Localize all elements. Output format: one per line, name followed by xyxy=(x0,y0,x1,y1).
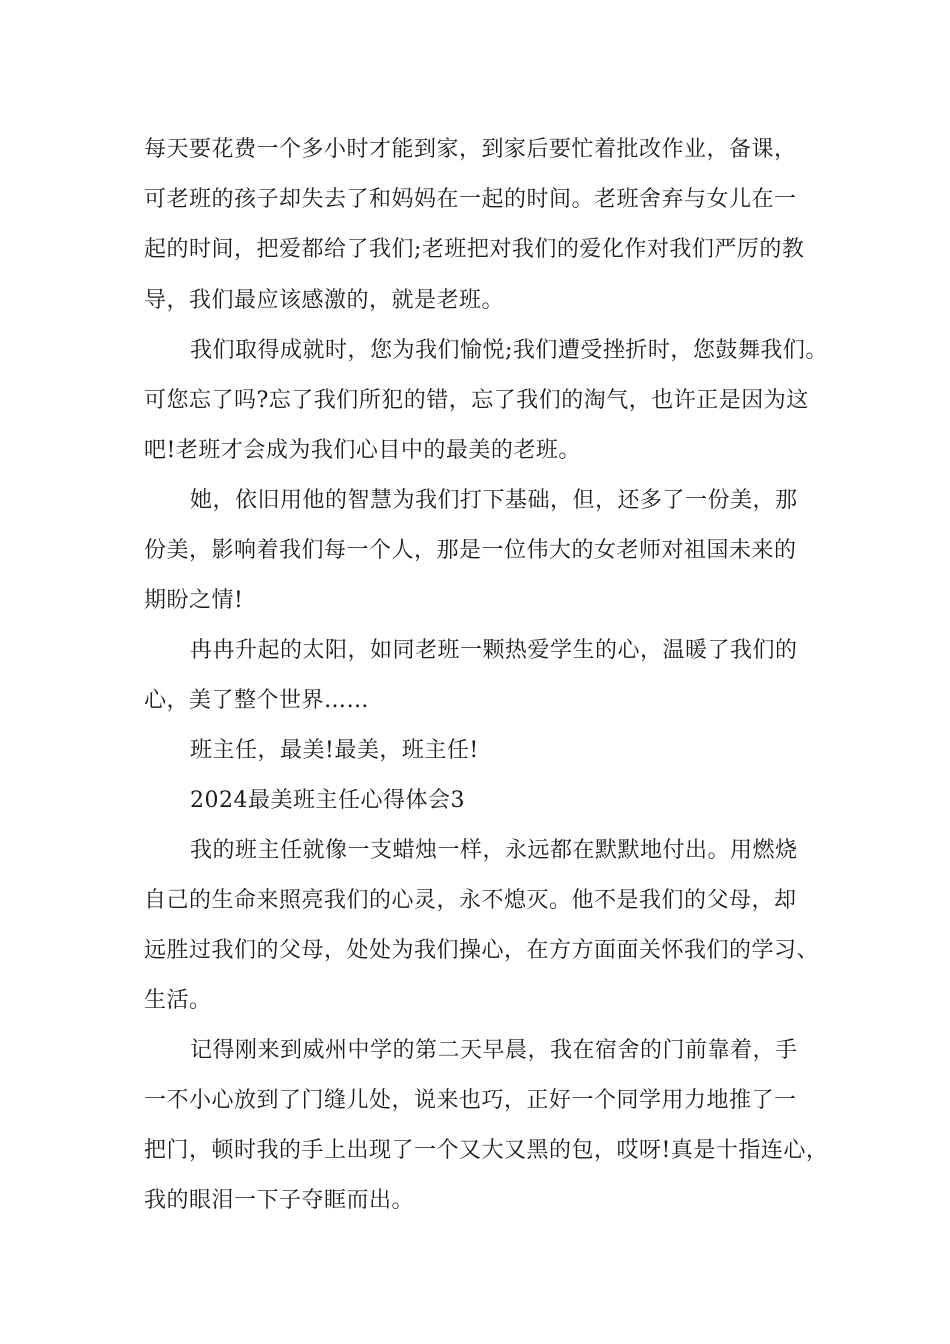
paragraph-line: 每天要花费一个多小时才能到家，到家后要忙着批改作业，备课， xyxy=(144,137,797,162)
paragraph-line: 可您忘了吗?忘了我们所犯的错，忘了我们的淘气，也许正是因为这 xyxy=(144,388,809,413)
paragraph-line: 记得刚来到威州中学的第二天早晨，我在宿舍的门前靠着，手 xyxy=(190,1038,798,1063)
paragraph-line: 她，依旧用他的智慧为我们打下基础，但，还多了一份美，那 xyxy=(190,488,798,513)
paragraph-line: 自己的生命来照亮我们的心灵，永不熄灭。他不是我们的父母，却 xyxy=(144,888,797,913)
paragraph-line: 我的班主任就像一支蜡烛一样，永远都在默默地付出。用燃烧 xyxy=(190,838,798,863)
paragraph-line: 我们取得成就时，您为我们愉悦;我们遭受挫折时，您鼓舞我们。 xyxy=(190,338,828,363)
paragraph-line: 起的时间，把爱都给了我们;老班把对我们的爱化作对我们严厉的教 xyxy=(144,237,805,262)
paragraph-line: 把门，顿时我的手上出现了一个又大又黑的包，哎呀!真是十指连心， xyxy=(144,1138,829,1163)
paragraph-line: 可老班的孩子却失去了和妈妈在一起的时间。老班舍弃与女儿在一 xyxy=(144,187,797,212)
paragraph-line: 一不小心放到了门缝儿处，说来也巧，正好一个同学用力地推了一 xyxy=(144,1088,797,1113)
paragraph-line: 生活。 xyxy=(144,988,212,1013)
paragraph-line: 心，美了整个世界…… xyxy=(144,688,370,713)
paragraph-line: 份美，影响着我们每一个人，那是一位伟大的女老师对祖国未来的 xyxy=(144,538,797,563)
section-heading: 2024最美班主任心得体会3 xyxy=(190,788,465,813)
paragraph-line: 吧!老班才会成为我们心目中的最美的老班。 xyxy=(144,438,581,463)
paragraph-line: 期盼之情! xyxy=(144,588,244,613)
paragraph-line: 班主任，最美!最美，班主任! xyxy=(190,738,479,763)
paragraph-line: 导，我们最应该感激的，就是老班。 xyxy=(144,288,505,313)
paragraph-line: 远胜过我们的父母，处处为我们操心，在方方面面关怀我们的学习、 xyxy=(144,938,820,963)
paragraph-line: 我的眼泪一下子夺眶而出。 xyxy=(144,1188,415,1213)
paragraph-line: 冉冉升起的太阳，如同老班一颗热爱学生的心，温暖了我们的 xyxy=(190,638,798,663)
